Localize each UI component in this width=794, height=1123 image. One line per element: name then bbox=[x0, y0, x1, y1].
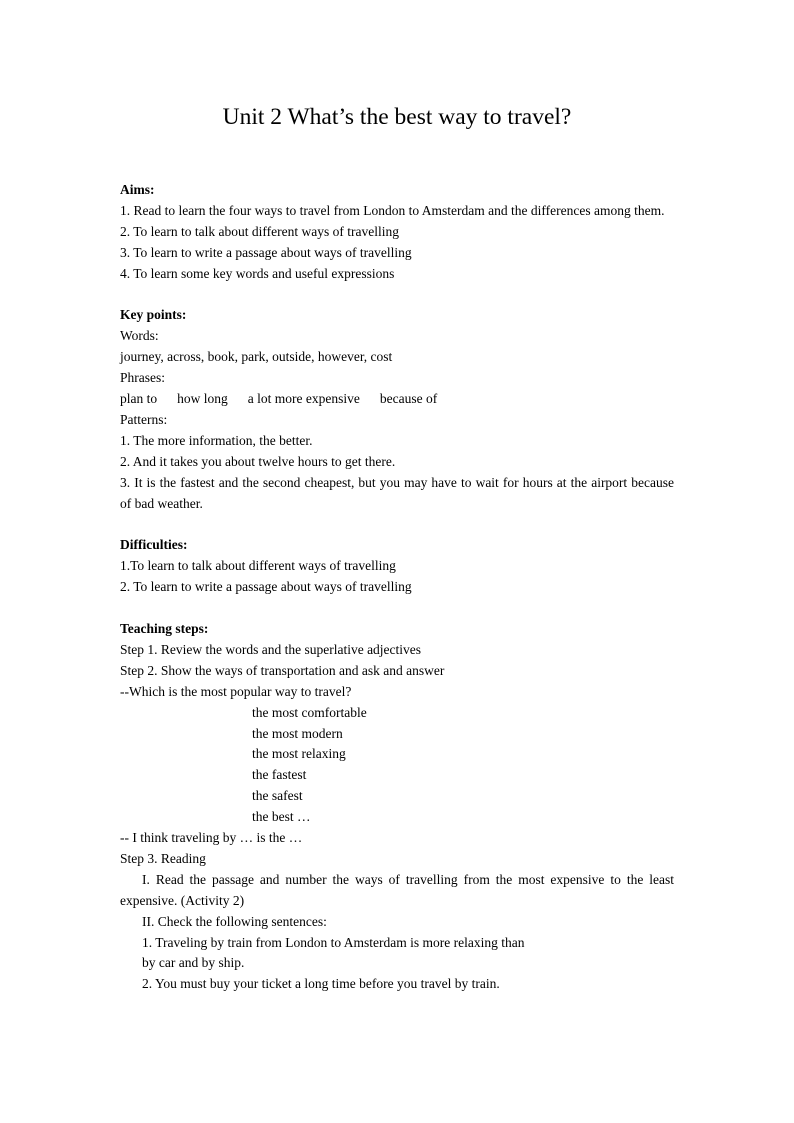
reading-task-2: II. Check the following sentences: bbox=[142, 913, 327, 929]
spacer bbox=[120, 285, 674, 306]
answer-option: the most relaxing bbox=[252, 746, 346, 762]
phrases-label: Phrases: bbox=[120, 370, 165, 386]
check-sentence-1-continued: by car and by ship. bbox=[142, 955, 245, 971]
pattern-item: 1. The more information, the better. bbox=[120, 432, 313, 448]
difficulties-heading: Difficulties: bbox=[120, 537, 188, 553]
step-2-question: --Which is the most popular way to travel? bbox=[120, 683, 352, 699]
aims-item: 4. To learn some key words and useful expressions bbox=[120, 265, 395, 281]
step-3: Step 3. Reading bbox=[120, 850, 206, 866]
answer-option: the best … bbox=[252, 809, 311, 825]
document-body bbox=[120, 180, 674, 995]
answer-option: the most modern bbox=[252, 725, 343, 741]
answer-option: the safest bbox=[252, 788, 303, 804]
words-list: journey, across, book, park, outside, however, cost bbox=[120, 349, 393, 365]
phrase-item: plan to bbox=[120, 391, 158, 407]
check-sentence-1: 1. Traveling by train from London to Amsterdam is more relaxing than bbox=[142, 934, 525, 950]
teaching-steps-heading: Teaching steps: bbox=[120, 620, 209, 636]
check-sentence-2: 2. You must buy your ticket a long time before you travel by train. bbox=[142, 976, 500, 992]
reading-task-1: I. Read the passage and number the ways of travelling from the most expensive to the least expensive. (Activity 2) bbox=[120, 871, 674, 908]
difficulty-item: 1.To learn to talk about different ways of travelling bbox=[120, 558, 396, 574]
key-points-heading: Key points: bbox=[120, 307, 187, 323]
aims-heading: Aims: bbox=[120, 182, 155, 197]
answer-option: the most comfortable bbox=[252, 704, 367, 720]
spacer bbox=[120, 598, 674, 619]
aims-item: 3. To learn to write a passage about ways of travelling bbox=[120, 244, 412, 260]
step-1: Step 1. Review the words and the superlative adjectives bbox=[120, 641, 422, 657]
aims-item: 1. Read to learn the four ways to travel from London to Amsterdam and the differences among them. bbox=[120, 202, 665, 218]
aims-item: 2. To learn to talk about different ways of travelling bbox=[120, 223, 399, 239]
words-label: Words: bbox=[120, 328, 159, 344]
answer-option: the fastest bbox=[252, 767, 307, 783]
phrase-item: because of bbox=[379, 391, 438, 407]
phrase-item: a lot more expensive bbox=[247, 391, 360, 407]
patterns-label: Patterns: bbox=[120, 411, 168, 427]
step-2-answer: -- I think traveling by … is the … bbox=[120, 830, 303, 846]
pattern-item: 3. It is the fastest and the second cheapest, but you may have to wait for hours at the airport because of bad weather. bbox=[120, 474, 674, 511]
document-title: Unit 2 What’s the best way to travel? bbox=[222, 104, 572, 130]
spacer bbox=[120, 514, 674, 535]
pattern-item: 2. And it takes you about twelve hours to get there. bbox=[120, 453, 396, 469]
phrase-item: how long bbox=[177, 391, 228, 407]
phrases-list bbox=[120, 389, 674, 410]
step-2: Step 2. Show the ways of transportation and ask and answer bbox=[120, 662, 445, 678]
difficulty-item: 2. To learn to write a passage about ways of travelling bbox=[120, 579, 412, 595]
